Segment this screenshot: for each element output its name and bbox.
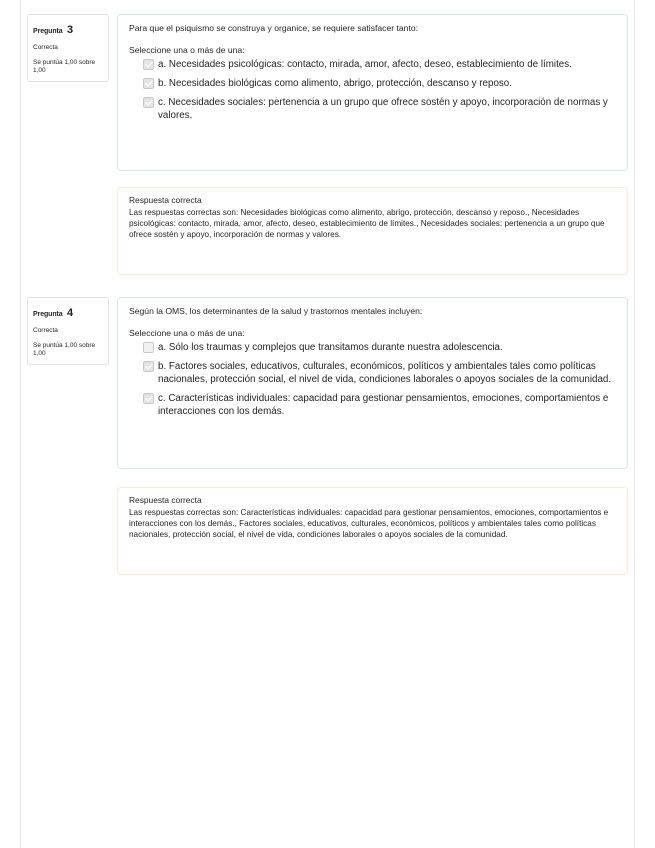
question-text: Según la OMS, los determinantes de la salud y trastornos mentales incluyen: xyxy=(129,306,423,316)
option-checkbox[interactable] xyxy=(143,97,154,108)
option-label: c. Características individuales: capacidad para gestionar pensamientos, emociones, comportamientos e interacciones con los demás. xyxy=(158,393,609,417)
right-answer-text: Las respuestas correctas son: Necesidades biológicas como alimento, abrigo, protección, descanso y reposo., Necesidades psicológicas: contacto, mirada, amor, afecto, deseo, establecimiento de límites., Necesidades sociales: pertenencia a un grupo que ofrece sostén y apoyo, incorporación de normas y valores. xyxy=(129,208,605,239)
feedback-title: Respuesta correcta xyxy=(129,495,202,505)
question-number: 3 xyxy=(67,24,74,36)
answer-option-b[interactable] xyxy=(129,360,617,386)
option-label: a. Sólo los traumas y complejos que transitamos durante nuestra adolescencia. xyxy=(158,342,503,353)
question-heading xyxy=(33,303,103,321)
answer-option-a[interactable] xyxy=(129,341,617,354)
option-label: a. Necesidades psicológicas: contacto, mirada, amor, afecto, deseo, establecimiento de límites. xyxy=(158,59,572,70)
feedback-title: Respuesta correcta xyxy=(129,195,202,205)
right-answer-text: Las respuestas correctas son: Características individuales: capacidad para gestionar pensamientos, emociones, comportamientos e interacciones con los demás., Factores sociales, educativos, culturales, económicos, políticos y ambientales tales como políticas nacionales, protección social, el nivel de vida, condiciones laborales o apoyos sociales de la comunidad. xyxy=(129,508,609,539)
question-state: Correcta xyxy=(33,44,58,51)
question-info xyxy=(27,297,109,365)
answer-options xyxy=(129,341,617,418)
answer-option-c[interactable] xyxy=(129,392,617,418)
option-label: c. Necesidades sociales: pertenencia a un grupo que ofrece sostén y apoyo, incorporación de normas y valores. xyxy=(158,97,608,121)
answer-options xyxy=(129,58,617,122)
option-label: b. Necesidades biológicas como alimento, abrigo, protección, descanso y reposo. xyxy=(158,78,512,89)
page-frame-left xyxy=(20,0,21,848)
answer-prompt: Seleccione una o más de una: xyxy=(129,328,245,338)
question-formulation xyxy=(117,297,628,469)
page-frame-right xyxy=(634,0,635,848)
question-grade: Se puntúa 1,00 sobre 1,00 xyxy=(33,59,96,74)
answer-prompt: Seleccione una o más de una: xyxy=(129,45,245,55)
question-state: Correcta xyxy=(33,327,58,334)
question-heading xyxy=(33,20,103,38)
question-label: Pregunta xyxy=(33,311,63,318)
question-text: Para que el psiquismo se construya y organice, se requiere satisfacer tanto: xyxy=(129,23,418,33)
question-label: Pregunta xyxy=(33,28,63,35)
answer-option-a[interactable] xyxy=(129,58,617,71)
feedback-box xyxy=(117,487,628,575)
option-checkbox[interactable] xyxy=(143,342,154,353)
question-number: 4 xyxy=(67,307,74,319)
answer-option-c[interactable] xyxy=(129,96,617,122)
question-info xyxy=(27,14,109,82)
feedback-box xyxy=(117,187,628,275)
answer-option-b[interactable] xyxy=(129,77,617,90)
question-formulation xyxy=(117,14,628,171)
option-label: b. Factores sociales, educativos, culturales, económicos, políticos y ambientales tales como políticas nacionales, protección social, el nivel de vida, condiciones laborales o apoyos sociales de la comunidad. xyxy=(158,361,612,385)
question-grade: Se puntúa 1,00 sobre 1,00 xyxy=(33,342,96,357)
option-checkbox[interactable] xyxy=(143,393,154,404)
option-checkbox[interactable] xyxy=(143,78,154,89)
option-checkbox[interactable] xyxy=(143,59,154,70)
option-checkbox[interactable] xyxy=(143,361,154,372)
